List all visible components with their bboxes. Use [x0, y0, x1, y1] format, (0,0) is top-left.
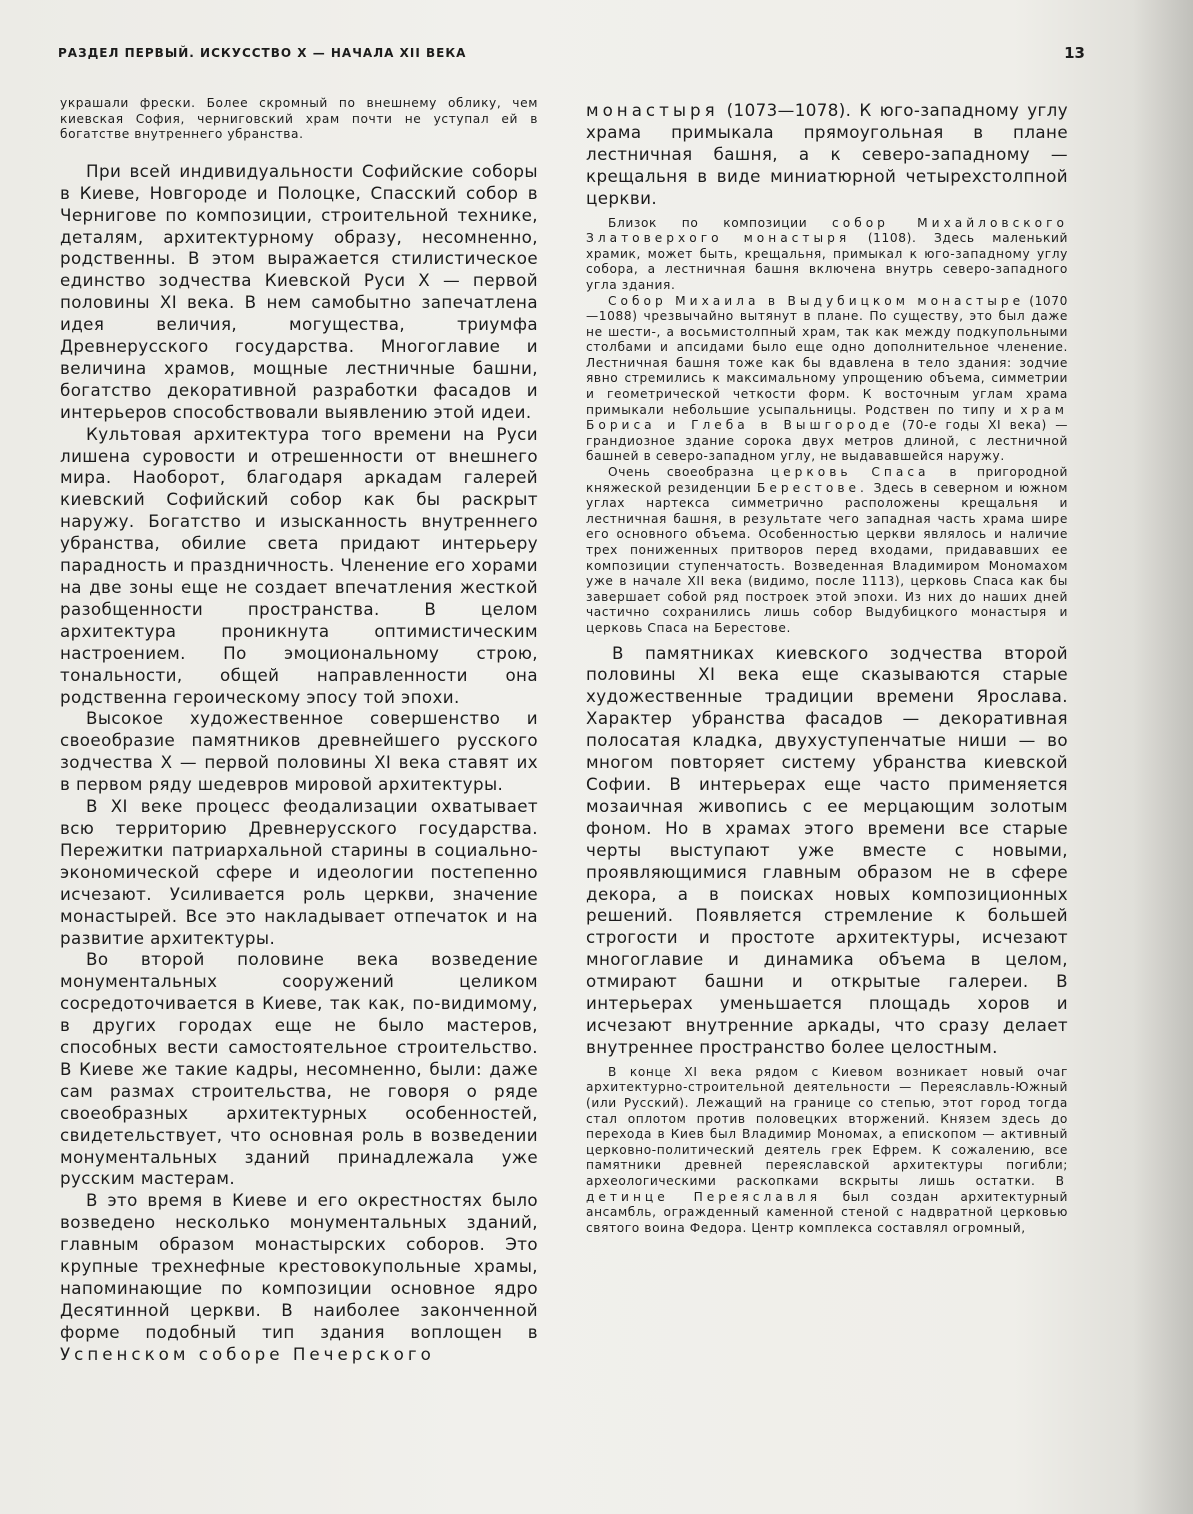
small-3-b: пригородной княжеской резиденции: [586, 465, 1069, 495]
small-3-a: Очень своеобразна: [608, 465, 755, 480]
small-3-spaced: церковь Спаса в: [770, 465, 961, 480]
running-head: РАЗДЕЛ ПЕРВЫЙ. ИСКУССТВО X — НАЧАЛА XII ВЕКА: [58, 46, 467, 60]
right-small-block-1: [586, 216, 1068, 637]
small-4-spaced: В детинце Переяславля: [586, 1173, 1068, 1204]
page-edge-shadow: [1133, 0, 1193, 1514]
page-number: 13: [1064, 44, 1085, 62]
continuation-text: (1073—1078). К юго-западному углу храма примыкала прямоугольная в плане лестничная башня, а к северо-западному — крещальня в виде миниатюрной четырехстолпной церкви.: [586, 100, 1068, 208]
small-1-b: (1108). Здесь маленький храмик, может быть, крещальня, примыкал к юго-западному углу собора, а лестничная башня включена внутрь северо-западного угла здания.: [586, 231, 1069, 292]
small-2-a: (1070—1088) чрезвычайно вытянут в плане. По существу, это был даже не шести-, а восьмистолпный храм, так как между подкупольными столбами и апсидами было еще одно дополнительное членение. Лестничная башня тоже как бы вдавлена в тело здания: зодчие явно стремились к максимальному упрощению объема, симметрии и геометрической четкости форм. К восточным углам храма примыкали небольшие усыпальницы. Родствен по типу и: [586, 293, 1068, 417]
small-2-spaced-2: храм Бориса и Глеба в Вышгороде: [586, 402, 1068, 433]
paragraph-3: Высокое художественное совершенство и своеобразие памятников древнейшего русского зодчества X — первой половины XI века ставят их в первом ряду шедевров мировой архитектуры.: [60, 708, 538, 795]
small-paragraph-1: [586, 216, 1068, 294]
small-3-c: Здесь в северном и южном углах нартекса симметрично расположены крещальня и лестничная башня, в результате чего западная часть храма шире его основного объема. Особенностью церкви являлось и наличие трех пониженных притворов перед входами, придававших ее композиции ступенчатость. Возведенная Владимиром Мономахом уже в начале XII века (видимо, после 1113), церковь Спаса как бы завершает собой ряд построек этой эпохи. Из них до наших дней частично сохранились лишь собор Выдубицкого монастыря и церковь Спаса на Берестове.: [586, 480, 1069, 635]
right-body: [586, 643, 1068, 1059]
page-header: [58, 46, 1135, 66]
note-paragraph: украшали фрески. Более скромный по внешнему облику, чем киевская София, черниговский храм почти не уступал ей в богатстве внутреннего убранства.: [60, 96, 538, 142]
small-3-spaced-2: Берестове.: [756, 480, 868, 495]
small-paragraph-2: [586, 294, 1068, 466]
right-small-block-2: [586, 1065, 1068, 1237]
small-2-spaced: Собор Михаила в Выдубицком монастыре: [608, 293, 1025, 308]
small-paragraph-4: [586, 1065, 1068, 1237]
small-4-b: был создан архитектурный ансамбль, огражденный каменной стеной с надвратной церковью святого воина Федора. Центр комплекса составлял огромный,: [586, 1189, 1068, 1235]
continuation-spaced: монастыря: [586, 100, 719, 120]
paragraph-5: Во второй половине века возведение монументальных сооружений целиком сосредоточивается в Киеве, так как, по-видимому, в других городах еще не было мастеров, способных вести самостоятельное строительство. В Киеве же такие кадры, несомненно, были: даже сам размах строительства, не говоря о ряде своеобразных архитектурных особенностей, свидетельствует, что основная роль в возведении монументальных зданий принадлежала уже русским мастерам.: [60, 949, 538, 1189]
left-body: [60, 161, 538, 1366]
paragraph-1: При всей индивидуальности Софийские соборы в Киеве, Новгороде и Полоцке, Спасский собор в Чернигове по композиции, строительной технике, деталям, архитектурному образу, несомненно, родственны. В этом выражается стилистическое единство зодчества Киевской Руси X — первой половины XI века. В нем самобытно запечатлена идея величия, могущества, триумфа Древнерусского государства. Многоглавие и величина храмов, мощные лестничные башни, богатство декоративной разработки фасадов и интерьеров способствовали выявлению этой идеи.: [60, 160, 538, 422]
left-note: [60, 96, 538, 143]
paragraph-7: В памятниках киевского зодчества второй половины XI века еще сказываются старые художественные традиции времени Ярослава. Характер убранства фасадов — декоративная полосатая кладка, двухуступенчатые ниши — во многом повторяет систему убранства киевской Софии. В интерьерах еще часто применяется мозаичная живопись с ее мерцающим золотым фоном. Но в храмах этого времени все старые черты выступают уже вместе с новыми, проявляющимися главным образом не в сфере декора, а в поисках новых композиционных решений. Появляется стремление к большей строгости и простоте архитектуры, исчезают многоглавие и динамика объема в целом, отмирают башни и открытые галереи. В интерьерах уменьшается площадь хоров и исчезают внутренние аркады, что сразу делает внутреннее пространство более целостным.: [586, 642, 1068, 1057]
small-1-a: Близок по композиции: [608, 215, 808, 230]
continuation-paragraph: [586, 100, 1068, 210]
left-column: [60, 96, 538, 1366]
paragraph-6-spaced: Успенском соборе Печерского: [60, 1343, 435, 1364]
small-4-a: В конце XI века рядом с Киевом возникает новый очаг архитектурно-строительной деятельности — Переяславль-Южный (или Русский). Лежащий на границе со степью, этот город тогда стал оплотом против половецких вторжений. Князем здесь до перехода в Киев был Владимир Мономах, а епископом — активный церковно-политический деятель грек Ефрем. К сожалению, все памятники древней переяславской архитектуры погибли; археологическими раскопками вскрыты лишь остатки.: [586, 1064, 1068, 1188]
small-paragraph-3: [586, 465, 1068, 637]
small-2-b: (70-е годы XI века) — грандиозное здание сорока двух метров длиной, с лестничной башней в северо-западном углу, не выдававшейся наружу.: [586, 418, 1069, 464]
paragraph-4: В XI веке процесс феодализации охватывает всю территорию Древнерусского государства. Пережитки патриархальной старины в социально-экономической сфере и идеологии постепенно исчезают. Усиливается роль церкви, значение монастырей. Все это накладывает отпечаток и на развитие архитектуры.: [60, 796, 538, 948]
small-1-spaced: собор Михайловского Златоверхого монастыря: [586, 215, 1068, 246]
paragraph-2: Культовая архитектура того времени на Руси лишена суровости и отрешенности от внешнего мира. Наоборот, благодаря аркадам галерей киевский Софийский собор как бы раскрыт наружу. Богатство и изысканность внутреннего убранства, обилие света придают интерьеру парадность и праздничность. Членение его хорами на две зоны еще не создает впечатления жесткой разобщенности пространства. В целом архитектура проникнута оптимистическим настроением. По эмоциональному строю, тональности, общей направленности она родственна героическому эпосу той эпохи.: [60, 423, 538, 707]
right-continuation: [586, 100, 1068, 210]
right-column: [586, 100, 1068, 1236]
paragraph-6: [60, 1190, 538, 1365]
paragraph-6-text: В это время в Киеве и его окрестностях было возведено несколько монументальных зданий, главным образом монастырских соборов. Это крупные трехнефные крестовокупольные храмы, напоминающие по композиции основное ядро Десятинной церкви. В наиболее законченной форме подобный тип здания воплощен в: [60, 1190, 538, 1342]
